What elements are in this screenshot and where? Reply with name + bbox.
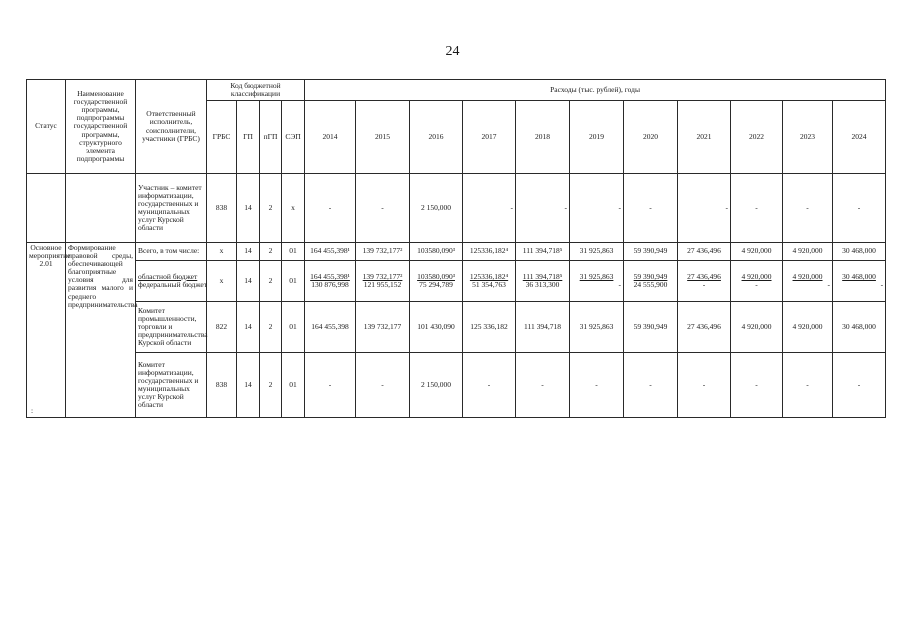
code-cell: 01 <box>282 261 305 302</box>
budget-values-cell <box>305 261 356 302</box>
value-cell: - <box>731 353 783 418</box>
code-header-sep: СЭП <box>282 101 305 174</box>
code-cell: 14 <box>237 174 260 243</box>
code-cell: 14 <box>237 302 260 353</box>
value-cell: 4 920,000 <box>731 302 783 353</box>
status-footer-mark: : <box>31 405 34 415</box>
table-row-budgets <box>27 261 886 302</box>
value-cell: - <box>305 174 356 243</box>
value-cell: 139 732,177 <box>356 302 410 353</box>
budget-values-cell <box>356 261 410 302</box>
year-header: 2019 <box>570 101 624 174</box>
value-cell: 31 925,863 <box>570 302 624 353</box>
executor-budgets <box>136 261 207 302</box>
budget-table <box>26 79 886 418</box>
value-cell: 4 920,000 <box>783 302 833 353</box>
table-row <box>27 353 886 418</box>
code-cell: х <box>207 243 237 261</box>
federal-value: 75 294,789 <box>419 280 453 289</box>
value-cell: - <box>833 353 886 418</box>
name-header: Наименование государственной программы, подпрограммы государственной программы, структурного элемента подпрограммы <box>66 80 136 174</box>
name-cell <box>66 174 136 243</box>
value-cell: - <box>516 174 570 243</box>
code-cell: 2 <box>260 353 282 418</box>
year-header: 2015 <box>356 101 410 174</box>
value-cell: - <box>678 174 731 243</box>
value-cell: - <box>783 174 833 243</box>
year-header: 2018 <box>516 101 570 174</box>
budget-values-cell <box>570 261 624 302</box>
total-value-cell: 164 455,398¹ <box>305 243 356 261</box>
federal-value: 130 876,998 <box>311 280 349 289</box>
budget-values-cell <box>624 261 678 302</box>
year-header: 2014 <box>305 101 356 174</box>
federal-value: - <box>755 280 758 289</box>
expenses-header: Расходы (тыс. рублей), годы <box>305 80 886 101</box>
table-row <box>27 302 886 353</box>
value-cell: - <box>305 353 356 418</box>
code-cell: 838 <box>207 174 237 243</box>
value-cell: 30 468,000 <box>833 302 886 353</box>
value-cell: - <box>624 174 678 243</box>
year-header: 2024 <box>833 101 886 174</box>
executor-header: Ответственный исполнитель, соисполнители, участники (ГРБС) <box>136 80 207 174</box>
value-cell: 111 394,718 <box>516 302 570 353</box>
regional-value: 4 920,000 <box>741 271 772 281</box>
code-cell: х <box>282 174 305 243</box>
total-value-cell: 111 394,718⁵ <box>516 243 570 261</box>
executor-cell: Комитет промышленности, торговли и предпринимательства Курской области <box>136 302 207 353</box>
code-cell: 838 <box>207 353 237 418</box>
value-cell: - <box>570 353 624 418</box>
code-header-pgp: пГП <box>260 101 282 174</box>
value-cell: 27 436,496 <box>678 302 731 353</box>
main-event-name: Формирование правовой среды, обеспечивающей благоприятные условия для развития малого и среднего предпринимательства <box>66 243 136 418</box>
federal-value: - <box>618 280 622 289</box>
regional-value: 139 732,177² <box>362 271 403 281</box>
value-cell: - <box>356 174 410 243</box>
budget-values-cell <box>463 261 516 302</box>
total-value-cell: 31 925,863 <box>570 243 624 261</box>
code-cell: 822 <box>207 302 237 353</box>
total-value-cell: 30 468,000 <box>833 243 886 261</box>
code-header-grbs: ГРБС <box>207 101 237 174</box>
budget-values-cell <box>783 261 833 302</box>
value-cell: - <box>356 353 410 418</box>
code-cell: 2 <box>260 261 282 302</box>
total-value-cell: 4 920,000 <box>783 243 833 261</box>
federal-value: - <box>880 280 884 289</box>
regional-value: 111 394,718⁵ <box>522 271 563 281</box>
value-cell: - <box>678 353 731 418</box>
value-cell: 59 390,949 <box>624 302 678 353</box>
federal-budget-label: федеральный бюджет <box>138 280 208 289</box>
value-cell: 2 150,000 <box>410 353 463 418</box>
budget-code-header: Код бюджетной классификации <box>207 80 305 101</box>
federal-value: - <box>827 280 831 289</box>
year-header: 2022 <box>731 101 783 174</box>
year-header: 2017 <box>463 101 516 174</box>
total-value-cell: 59 390,949 <box>624 243 678 261</box>
executor-cell: Участник – комитет информатизации, государственных и муниципальных услуг Курской области <box>136 174 207 243</box>
regional-value: 27 436,496 <box>687 271 721 281</box>
code-cell: 01 <box>282 243 305 261</box>
code-cell: 2 <box>260 174 282 243</box>
budget-values-cell <box>678 261 731 302</box>
value-cell: 101 430,090 <box>410 302 463 353</box>
regional-budget-label: областной бюджет <box>138 271 198 281</box>
code-cell: 14 <box>237 353 260 418</box>
regional-value: 30 468,000 <box>842 271 876 281</box>
header-row <box>27 80 886 101</box>
code-cell: 2 <box>260 302 282 353</box>
code-cell: 01 <box>282 353 305 418</box>
budget-values-cell <box>410 261 463 302</box>
federal-value: 51 354,763 <box>472 280 506 289</box>
regional-value: 125336,182⁴ <box>469 271 509 281</box>
status-header: Статус <box>27 80 66 174</box>
total-value-cell: 4 920,000 <box>731 243 783 261</box>
regional-value: 103580,090³ <box>417 271 455 281</box>
regional-value: 59 390,949 <box>633 271 668 281</box>
code-cell: 2 <box>260 243 282 261</box>
value-cell: - <box>833 174 886 243</box>
main-event-status: Основное мероприятие 2.01 <box>29 243 71 269</box>
executor-total: Всего, в том числе: <box>136 243 207 261</box>
executor-cell: Комитет информатизации, государственных и муниципальных услуг Курской области <box>136 353 207 418</box>
total-value-cell: 125336,182⁴ <box>463 243 516 261</box>
page-number: 24 <box>445 44 460 59</box>
value-cell: - <box>731 174 783 243</box>
regional-value: 4 920,000 <box>792 271 823 281</box>
year-header: 2016 <box>410 101 463 174</box>
status-cell-main-event <box>27 243 71 418</box>
federal-value: 24 555,900 <box>633 280 668 289</box>
federal-value: 36 313,300 <box>525 280 560 289</box>
code-header-gp: ГП <box>237 101 260 174</box>
value-cell: 164 455,398 <box>305 302 356 353</box>
total-value-cell: 103580,090³ <box>410 243 463 261</box>
value-cell: - <box>516 353 570 418</box>
budget-values-cell <box>833 261 886 302</box>
total-value-cell: 27 436,496 <box>678 243 731 261</box>
budget-values-cell <box>731 261 783 302</box>
value-cell: - <box>783 353 833 418</box>
year-header: 2020 <box>624 101 678 174</box>
code-cell: 14 <box>237 261 260 302</box>
value-cell: - <box>463 353 516 418</box>
value-cell: 2 150,000 <box>410 174 463 243</box>
year-header: 2023 <box>783 101 833 174</box>
federal-value: 121 955,152 <box>363 280 402 289</box>
budget-values-cell <box>516 261 570 302</box>
total-value-cell: 139 732,177² <box>356 243 410 261</box>
code-cell: 14 <box>237 243 260 261</box>
value-cell: - <box>570 174 624 243</box>
value-cell: - <box>463 174 516 243</box>
regional-value: 164 455,398¹ <box>310 271 350 281</box>
code-cell: 01 <box>282 302 305 353</box>
federal-value: - <box>702 280 706 289</box>
value-cell: 125 336,182 <box>463 302 516 353</box>
status-cell <box>27 174 66 243</box>
table-row-total <box>27 243 886 261</box>
table-row <box>27 174 886 243</box>
code-cell: х <box>207 261 237 302</box>
value-cell: - <box>624 353 678 418</box>
year-header: 2021 <box>678 101 731 174</box>
regional-value: 31 925,863 <box>579 271 614 281</box>
